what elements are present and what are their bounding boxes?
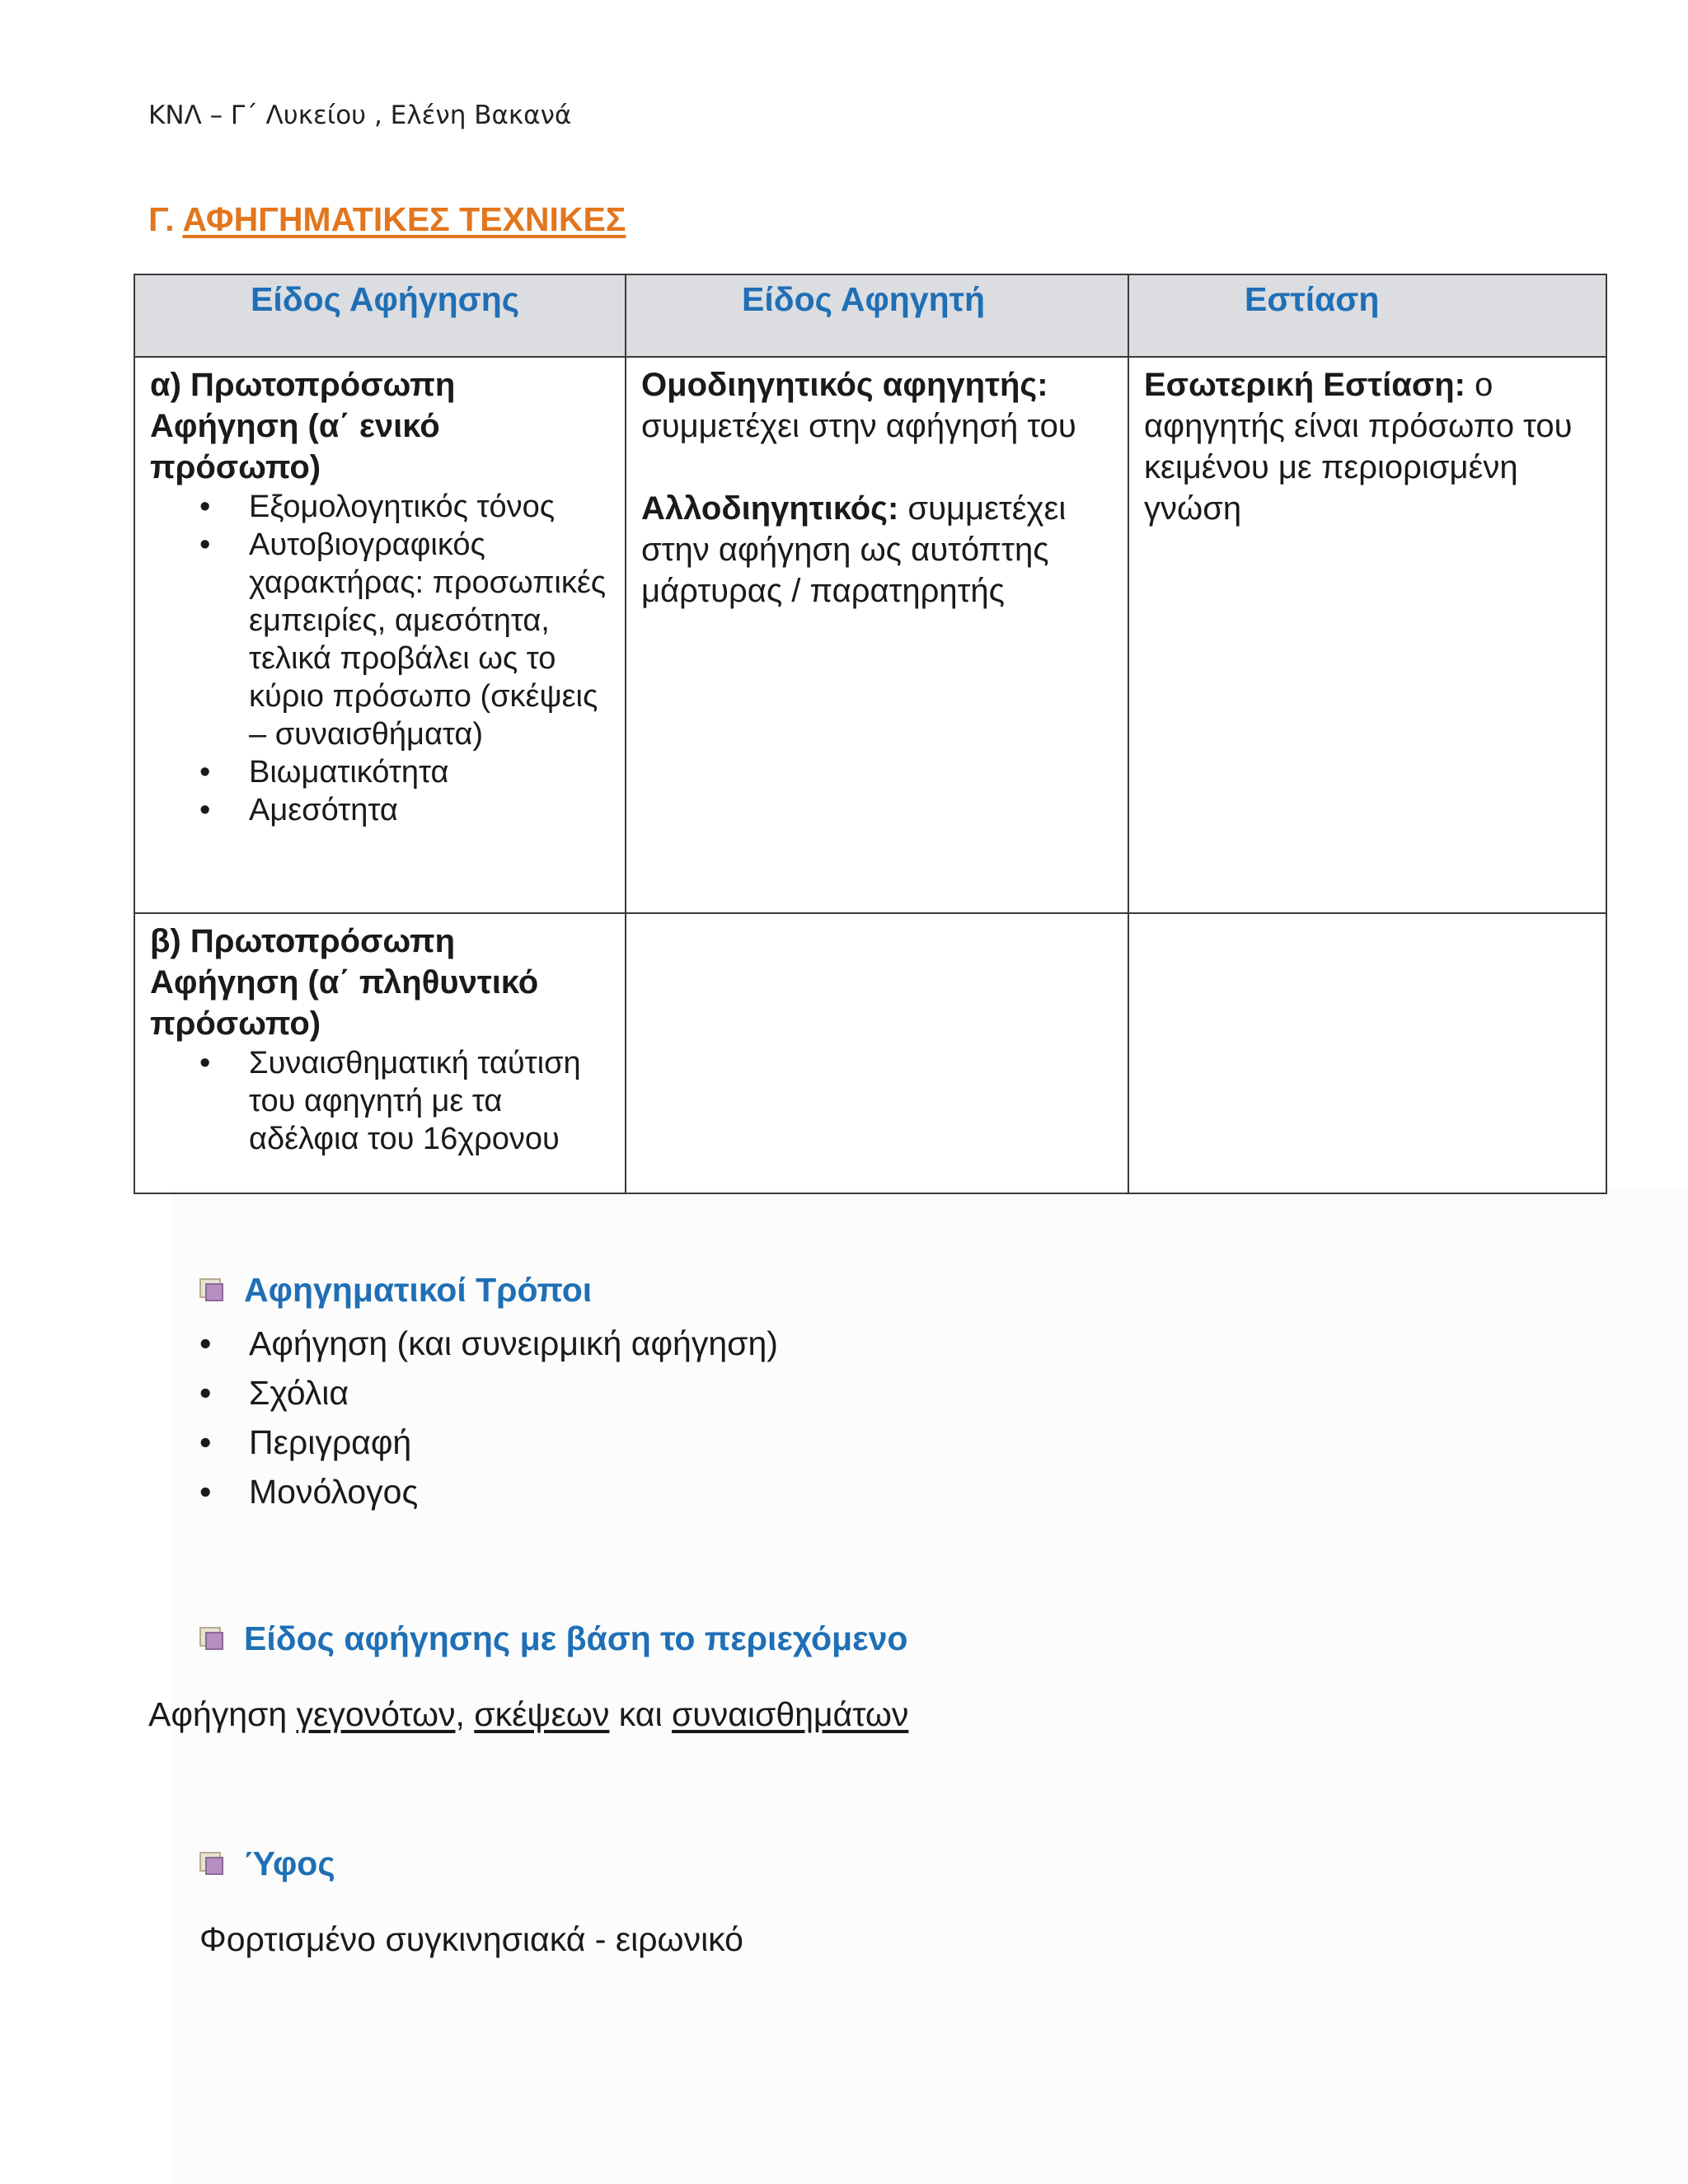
list-item: • Αυτοβιογραφικός χαρακτήρας: προσωπικές εμπειρίες, αμεσότητα, τελικά προβάλει ως το κύριο πρόσωπο (σκέψεις – συναισθήματα) [150,526,612,753]
row2-bullets [150,1044,612,1158]
empty-cell [626,913,1128,1193]
header-narrator-type: Είδος Αφηγητή [626,274,1128,357]
style-text: Φορτισμένο συγκινησιακά - ειρωνικό [199,1920,743,1958]
content-type-heading [199,1619,907,1658]
list-item: • Εξομολογητικός τόνος [150,488,612,526]
cell-first-person-singular [134,357,626,913]
internal-focalization-label: Εσωτερική Εστίαση: [1144,367,1465,403]
content-type-text: Αφήγηση γεγονότων, σκέψεων και συναισθημάτων [148,1695,909,1733]
style-title: Ύφος [244,1844,335,1882]
section-title-text: ΑΦΗΓΗΜΑΤΙΚΕΣ ΤΕΧΝΙΚΕΣ [182,200,626,238]
narrative-techniques-table [134,274,1607,1194]
list-item: • Σχόλια [199,1368,778,1418]
page-header: ΚΝΛ – Γ΄ Λυκείου , Ελένη Βακανά [148,101,572,130]
empty-cell [1128,913,1606,1193]
modes-title: Αφηγηματικοί Τρόποι [244,1271,593,1309]
list-item: • Περιγραφή [199,1418,778,1467]
homodiegetic-label: Ομοδιηγητικός αφηγητής: [641,367,1048,403]
cell-focalization [1128,357,1606,913]
style-heading [199,1844,335,1883]
homodiegetic-text: συμμετέχει στην αφήγησή του [641,408,1076,444]
header-focalization: Εστίαση [1128,274,1606,357]
row1-bullets [150,488,612,829]
section-prefix: Γ. [148,200,183,238]
internal-focalization-text: ο αφηγητής είναι πρόσωπο του κειμένου με περιορισμένη γνώση [1144,367,1573,527]
header-narration-type: Είδος Αφήγησης [134,274,626,357]
modes-list [199,1319,778,1516]
content-type-title: Είδος αφήγησης με βάση το περιεχόμενο [244,1619,908,1657]
heterodiegetic-text: συμμετέχει στην αφήγηση ως αυτόπτης μάρτυρας / παρατηρητής [641,490,1067,609]
cell-first-person-plural [134,913,626,1193]
bullet-image-icon [199,1278,226,1303]
bullet-image-icon [199,1852,226,1877]
list-item: • Μονόλογος [199,1467,778,1516]
list-item: • Συναισθηματική ταύτιση του αφηγητή με τα αδέλφια του 16χρονου [150,1044,612,1158]
list-item: • Αφήγηση (και συνειρμική αφήγηση) [199,1319,778,1368]
row2-title: β) Πρωτοπρόσωπη Αφήγηση (α΄ πληθυντικό πρόσωπο) [150,923,539,1042]
list-item: • Αμεσότητα [150,791,612,829]
modes-heading [199,1271,592,1310]
cell-narrator-types [626,357,1128,913]
section-title [148,200,626,239]
row1-title: α) Πρωτοπρόσωπη Αφήγηση (α΄ ενικό πρόσωπο) [150,367,456,485]
list-item: • Βιωματικότητα [150,753,612,791]
bullet-image-icon [199,1627,226,1652]
heterodiegetic-label: Αλλοδιηγητικός: [641,490,899,527]
